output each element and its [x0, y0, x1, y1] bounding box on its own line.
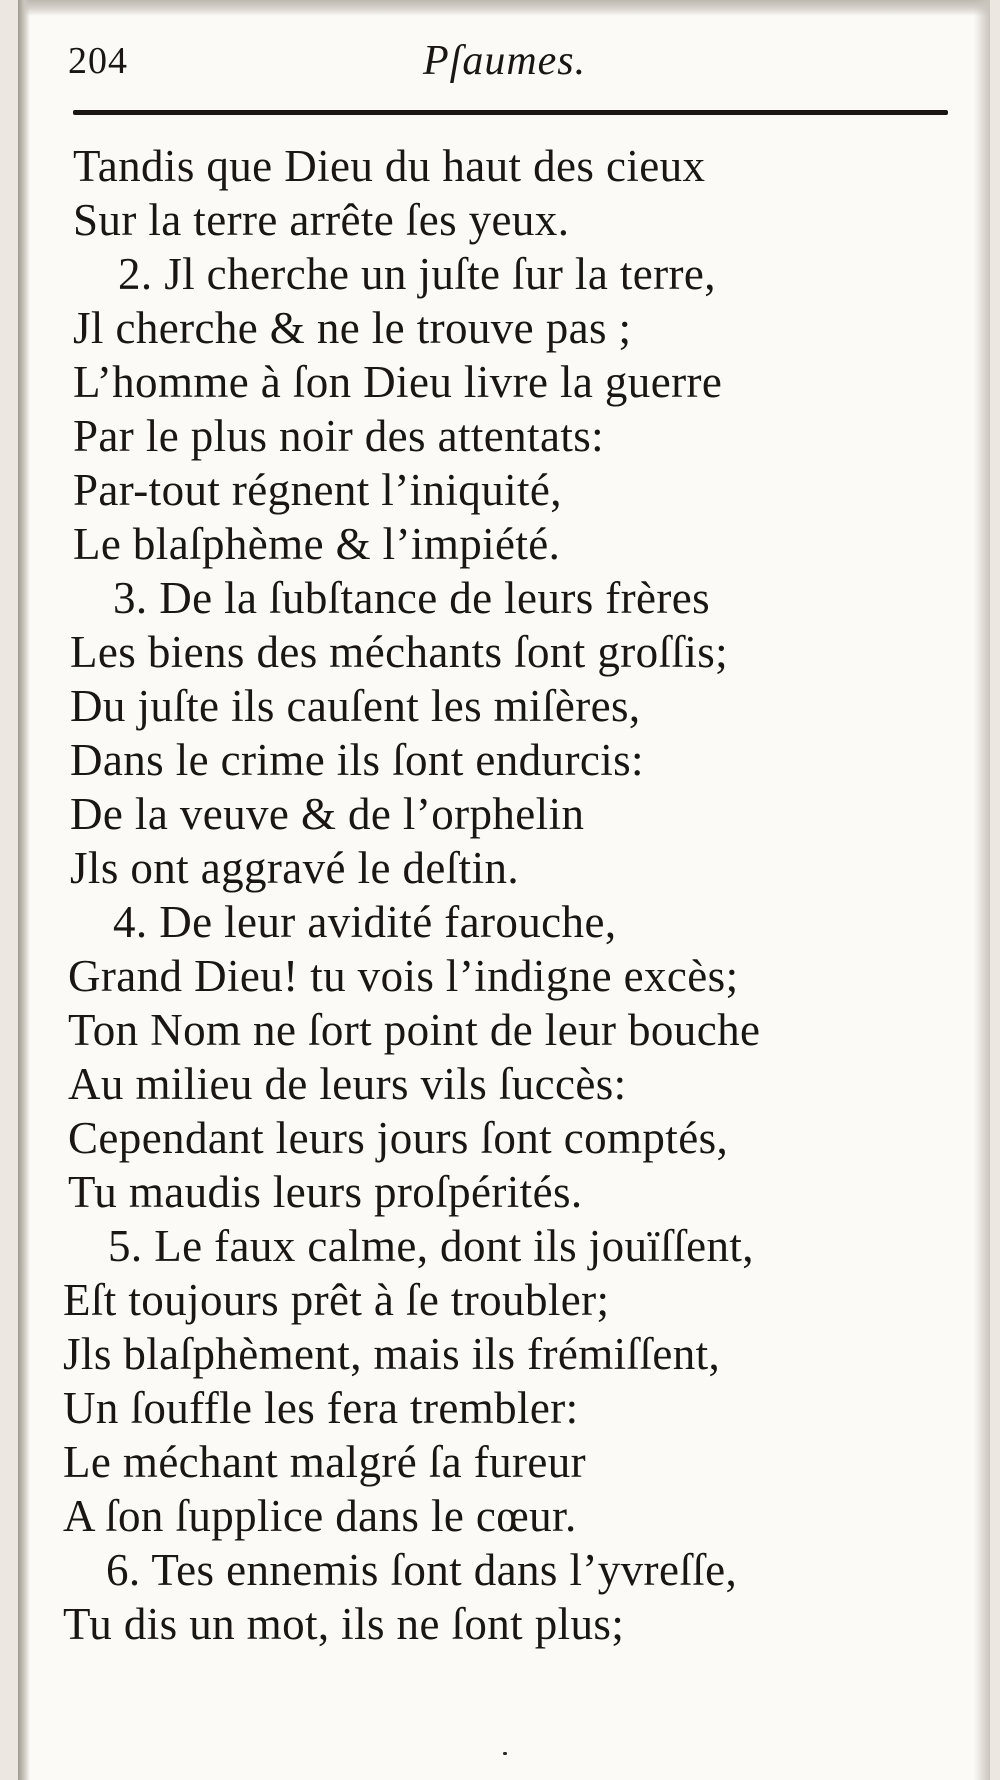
- verse-line: Les biens des méchants ſont groſſis;: [70, 627, 729, 677]
- verse-line: Ton Nom ne ſort point de leur bouche: [68, 1005, 761, 1055]
- verse-line: Au milieu de leurs vils ſuccès:: [68, 1059, 627, 1109]
- verse-line: Tandis que Dieu du haut des cieux: [73, 141, 706, 191]
- verse-line: 3. De la ſubſtance de leurs frères: [113, 573, 711, 623]
- verse-line: Le blaſphème & l’impiété.: [73, 519, 561, 569]
- verse-line: Cependant leurs jours ſont comptés,: [68, 1113, 729, 1163]
- verse-line: De la veuve & de l’orphelin: [70, 789, 585, 839]
- running-title: Pſaumes.: [423, 38, 587, 84]
- verse-line: Dans le crime ils ſont endurcis:: [70, 735, 644, 785]
- ink-speck: [503, 1752, 507, 1755]
- verse-line: Un ſouffle les fera trembler:: [63, 1383, 579, 1433]
- page-number: 204: [68, 40, 128, 82]
- verse-line: 6. Tes ennemis ſont dans l’yvreſſe,: [106, 1545, 738, 1595]
- verse-line: Jl cherche & ne le trouve pas ;: [73, 303, 632, 353]
- verse-line: 2. Jl cherche un juſte ſur la terre,: [118, 249, 716, 299]
- verse-line: L’homme à ſon Dieu livre la guerre: [73, 357, 723, 407]
- verse-line: Eſt toujours prêt à ſe troubler;: [63, 1275, 610, 1325]
- verse-line: Grand Dieu! tu vois l’indigne excès;: [68, 951, 739, 1001]
- verse-line: Le méchant malgré ſa fureur: [63, 1437, 587, 1487]
- psalm-text: [18, 0, 990, 1780]
- verse-line: Jls ont aggravé le deſtin.: [70, 843, 520, 893]
- verse-line: Par-tout régnent l’iniquité,: [73, 465, 562, 515]
- verse-line: 5. Le faux calme, dont ils jouïſſent,: [108, 1221, 754, 1271]
- verse-line: Par le plus noir des attentats:: [73, 411, 605, 461]
- verse-line: A ſon ſupplice dans le cœur.: [63, 1491, 577, 1541]
- book-page: [18, 0, 990, 1780]
- verse-line: Jls blaſphèment, mais ils frémiſſent,: [63, 1329, 721, 1379]
- verse-line: 4. De leur avidité farouche,: [113, 897, 617, 947]
- verse-line: Tu dis un mot, ils ne ſont plus;: [63, 1599, 625, 1649]
- verse-line: Tu maudis leurs proſpérités.: [68, 1167, 583, 1217]
- verse-line: Du juſte ils cauſent les miſères,: [70, 681, 641, 731]
- verse-line: Sur la terre arrête ſes yeux.: [73, 195, 570, 245]
